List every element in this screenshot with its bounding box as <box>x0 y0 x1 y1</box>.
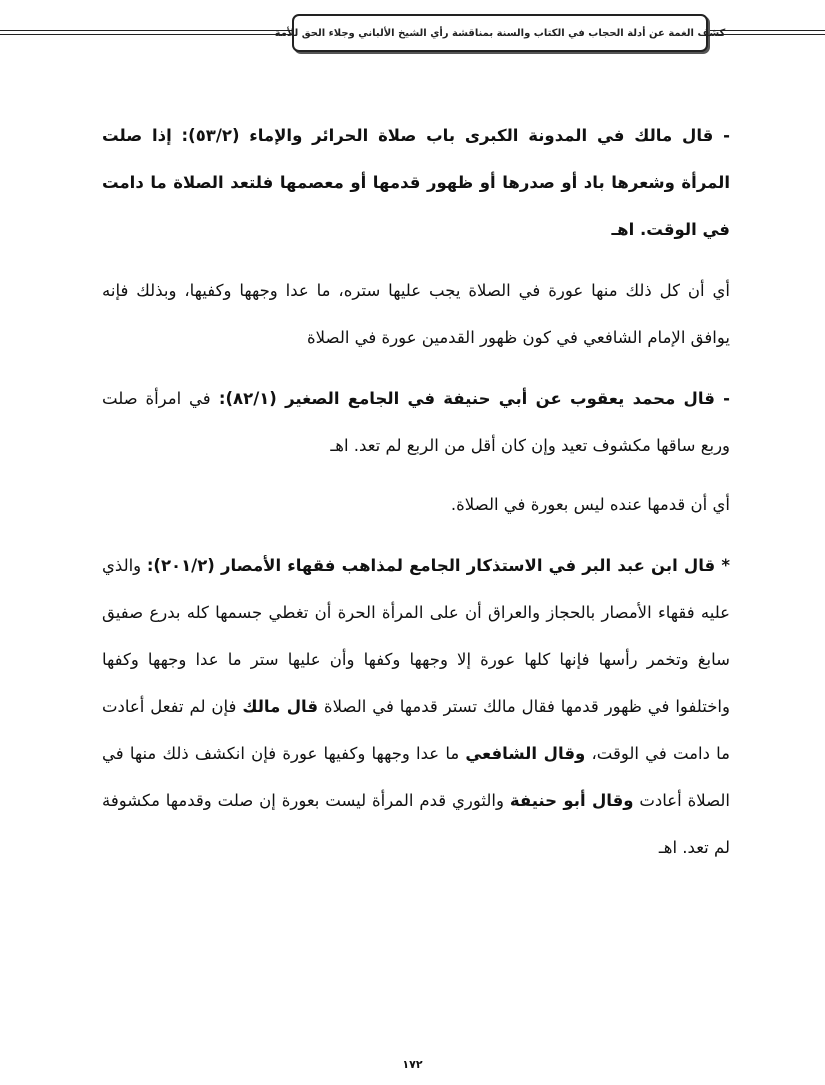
page-number: ١٧٢ <box>402 1058 423 1071</box>
citation-heading: - قال محمد يعقوب عن أبي حنيفة في الجامع الصغير (٨٢/١): <box>210 389 730 408</box>
quote-text: فلتعد الصلاة ما دامت في الوقت. اهـ <box>102 173 730 239</box>
quote-text: والثوري قدم المرأة ليست بعورة إن صلت وقدمها مكشوفة لم تعد. اهـ <box>102 791 730 857</box>
header-rule <box>708 34 825 35</box>
citation-heading: * قال ابن عبد البر في الاستذكار الجامع لمذاهب فقهاء الأمصار (٢٠١/٢): <box>146 556 730 575</box>
commentary-text: أي أن كل ذلك منها عورة في الصلاة يجب عليها ستره، ما عدا وجهها وكفيها، وبذلك فإنه يوافق الإمام الشافعي في كون ظهور القدمين عورة في الصلاة <box>102 281 730 347</box>
citation-heading: - قال مالك في المدونة الكبرى باب صلاة الحرائر والإماء (٥٣/٢): <box>171 126 730 145</box>
quote-text: والذي عليه فقهاء الأمصار بالحجاز والعراق أن على المرأة الحرة أن تغطي جسمها كله بدرع صفيق سابغ وتخمر رأسها فإنها كلها عورة إلا وجهها وكفها وأن عليها ستر ما عدا وجهها وكفها واختلفوا في ظهور قدمها فقال مالك تستر قدمها في الصلاة <box>102 556 730 716</box>
page-body <box>102 112 730 871</box>
emphasis-text: وقال أبو حنيفة <box>509 791 634 810</box>
quote-text: ما عدا وجهها وكفيها عورة فإن انكشف ذلك منها في الصلاة أعادت <box>102 744 730 810</box>
paragraph-commentary-1 <box>102 267 730 361</box>
header-frame <box>274 14 726 52</box>
running-header <box>0 14 825 58</box>
emphasis-text: وقال الشافعي <box>465 744 586 763</box>
paragraph-abu-hanifa <box>102 375 730 469</box>
header-rule <box>708 30 825 31</box>
emphasis-text: قال مالك <box>242 697 319 716</box>
paragraph-commentary-2 <box>102 481 730 528</box>
paragraph-malik-mudawwana <box>102 112 730 253</box>
paragraph-ibn-abd-al-barr <box>102 542 730 871</box>
header-rule <box>0 30 292 31</box>
book-title: كشف الغمة عن أدلة الحجاب في الكتاب والسنة بمناقشة رأي الشيخ الألباني وجلاء الحق للأمة <box>274 27 726 39</box>
header-rule <box>0 34 292 35</box>
emphasis-text: أو ظهور قدمها أو معصمها <box>279 173 496 192</box>
quote-text: في امرأة صلت وربع ساقها مكشوف تعيد وإن كان أقل من الربع لم تعد. اهـ <box>102 389 730 455</box>
quote-text: إذا صلت المرأة وشعرها باد أو صدرها <box>102 126 731 192</box>
commentary-text: أي أن قدمها عنده ليس بعورة في الصلاة. <box>450 495 730 514</box>
quote-text: فإن لم تفعل أعادت ما دامت في الوقت، <box>102 697 730 763</box>
